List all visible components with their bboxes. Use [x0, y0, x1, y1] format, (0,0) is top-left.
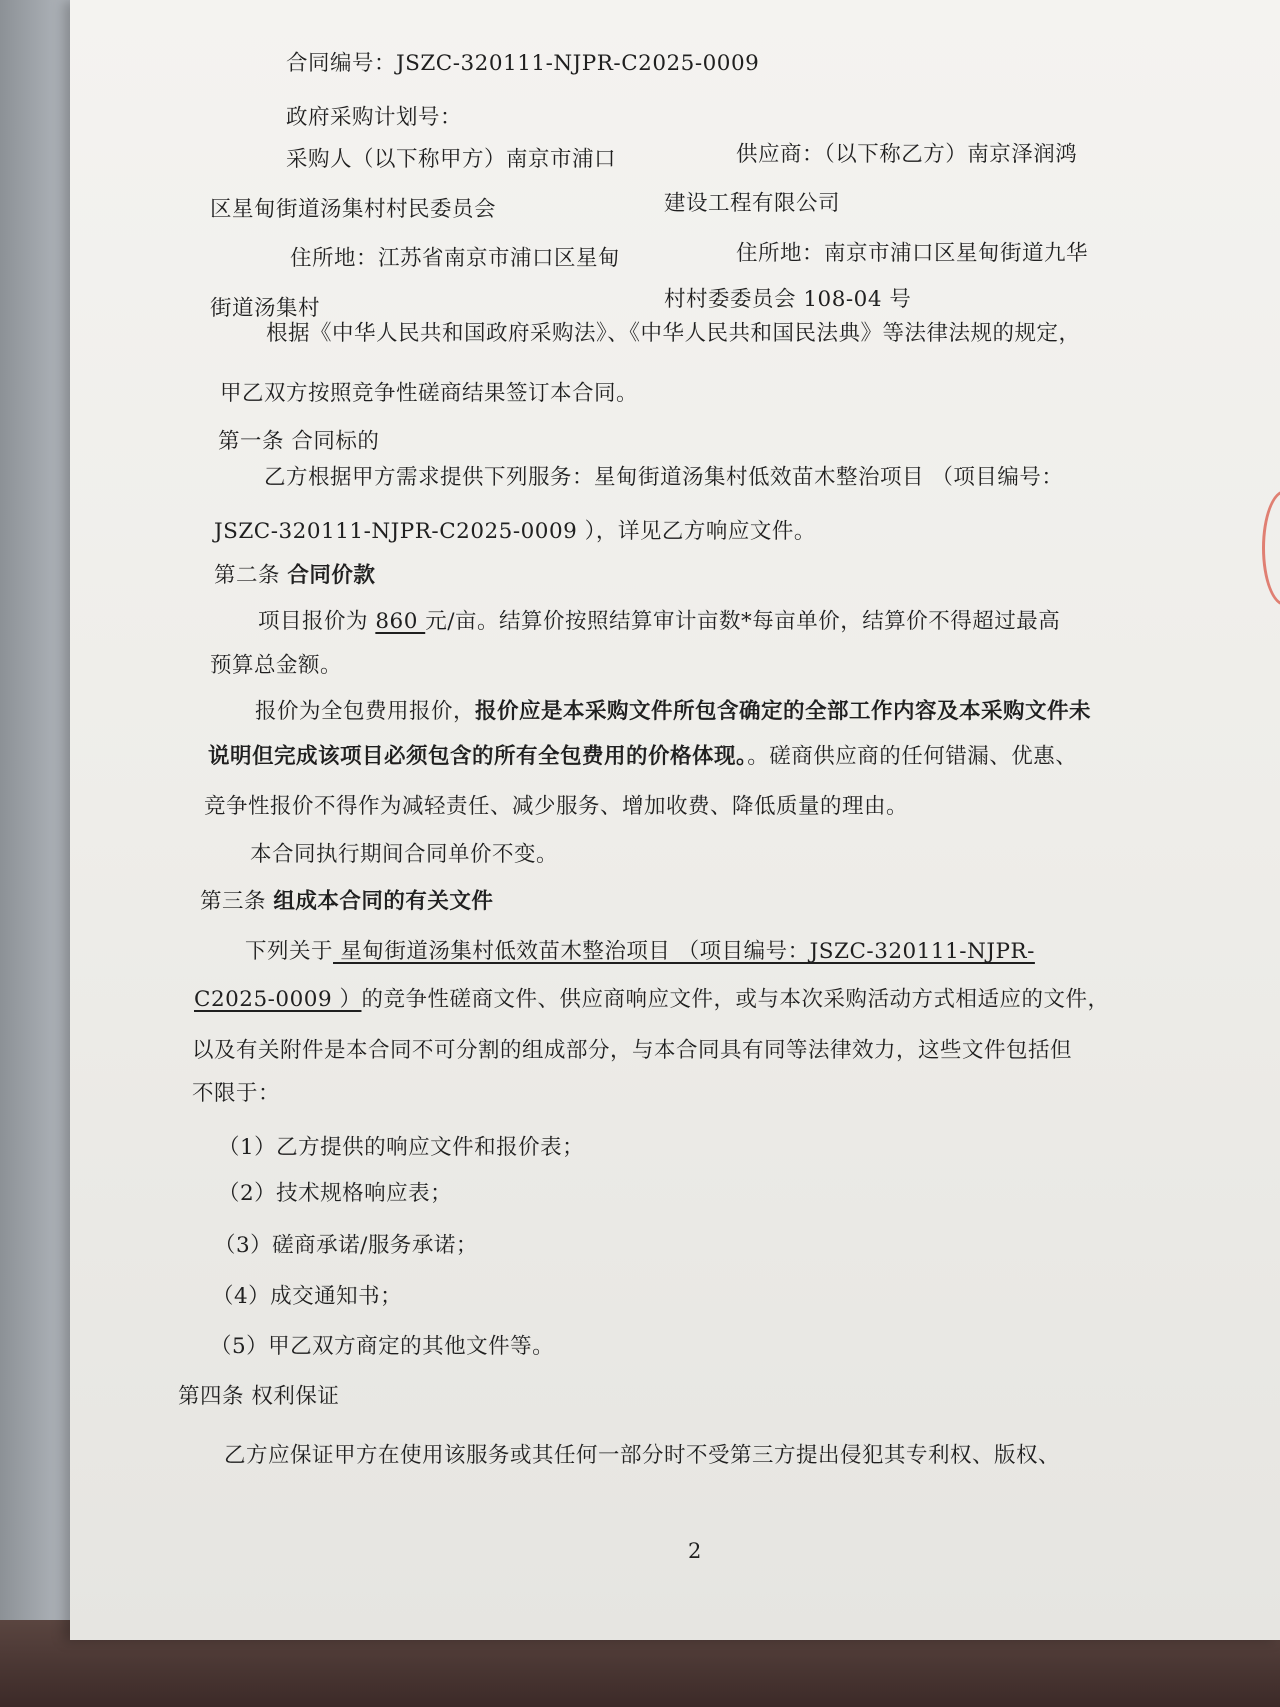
project-name-underlined: 星甸街道汤集村低效苗木整治项目 （项目编号：JSZC-320111-NJPR- — [333, 939, 1035, 964]
supplier-name-line1: 供应商：（以下称乙方）南京泽润鸿 — [736, 142, 1078, 167]
contract-number: 合同编号：JSZC-320111-NJPR-C2025-0009 — [286, 51, 760, 76]
article2-title: 第二条 合同价款 — [214, 563, 376, 588]
list-item: （4）成交通知书； — [212, 1284, 403, 1309]
list-item: （5）甲乙双方商定的其他文件等。 — [210, 1334, 555, 1359]
article4-line1: 乙方应保证甲方在使用该服务或其任何一部分时不受第三方提出侵犯其专利权、版权、 — [224, 1443, 1061, 1468]
purchaser-name-line1: 采购人（以下称甲方）南京市浦口 — [286, 147, 617, 172]
article1-title: 第一条 合同标的 — [218, 429, 380, 454]
article2-para2-line2: 说明但完成该项目必须包含的所有全包费用的价格体现。。磋商供应商的任何错漏、优惠、 — [208, 744, 1078, 769]
purchaser-address-line1: 住所地：江苏省南京市浦口区星甸 — [290, 246, 621, 271]
list-item: （3）磋商承诺/服务承诺； — [214, 1233, 478, 1258]
article2-para2-line3: 竞争性报价不得作为减轻责任、减少服务、增加收费、降低质量的理由。 — [204, 794, 909, 819]
article2-price-line2: 预算总金额。 — [210, 653, 343, 678]
article4-title: 第四条 权利保证 — [178, 1384, 340, 1409]
list-item: （1）乙方提供的响应文件和报价表； — [218, 1135, 585, 1160]
article2-para2-line1: 报价为全包费用报价，报价应是本采购文件所包含确定的全部工作内容及本采购文件未 — [255, 699, 1092, 724]
article3-title: 第三条 组成本合同的有关文件 — [200, 889, 494, 914]
preamble-line1: 根据《中华人民共和国政府采购法》、《中华人民共和国民法典》等法律法规的规定， — [266, 321, 1081, 346]
preamble-line2: 甲乙双方按照竞争性磋商结果签订本合同。 — [220, 381, 639, 406]
purchaser-name-line2: 区星甸街道汤集村村民委员会 — [210, 197, 497, 222]
article3-line3: 以及有关附件是本合同不可分割的组成部分，与本合同具有同等法律效力，这些文件包括但 — [192, 1038, 1073, 1063]
article3-line4: 不限于： — [192, 1081, 281, 1106]
article1-line1: 乙方根据甲方需求提供下列服务：星甸街道汤集村低效苗木整治项目 （项目编号： — [264, 465, 1064, 490]
supplier-address-line2: 村村委委员会 108-04 号 — [664, 287, 912, 312]
article2-price-line1: 项目报价为 860 元/亩。结算价按照结算审计亩数*每亩单价，结算价不得超过最高 — [258, 609, 1061, 634]
list-item: （2）技术规格响应表； — [218, 1181, 453, 1206]
unit-price-value: 860 — [375, 609, 426, 634]
procurement-plan-number: 政府采购计划号： — [286, 105, 463, 130]
supplier-address-line1: 住所地：南京市浦口区星甸街道九华 — [736, 241, 1089, 266]
article1-line2: JSZC-320111-NJPR-C2025-0009 ），详见乙方响应文件。 — [214, 519, 816, 544]
article2-para3: 本合同执行期间合同单价不变。 — [250, 842, 559, 867]
article3-line1: 下列关于 星甸街道汤集村低效苗木整治项目 （项目编号：JSZC-320111-NJPR- — [245, 939, 1035, 964]
page-number: 2 — [688, 1539, 702, 1563]
supplier-name-line2: 建设工程有限公司 — [664, 191, 841, 216]
article3-line2: C2025-0009 ）的竞争性磋商文件、供应商响应文件，或与本次采购活动方式相适应的文件， — [194, 987, 1110, 1012]
purchaser-address-line2: 街道汤集村 — [210, 296, 321, 321]
